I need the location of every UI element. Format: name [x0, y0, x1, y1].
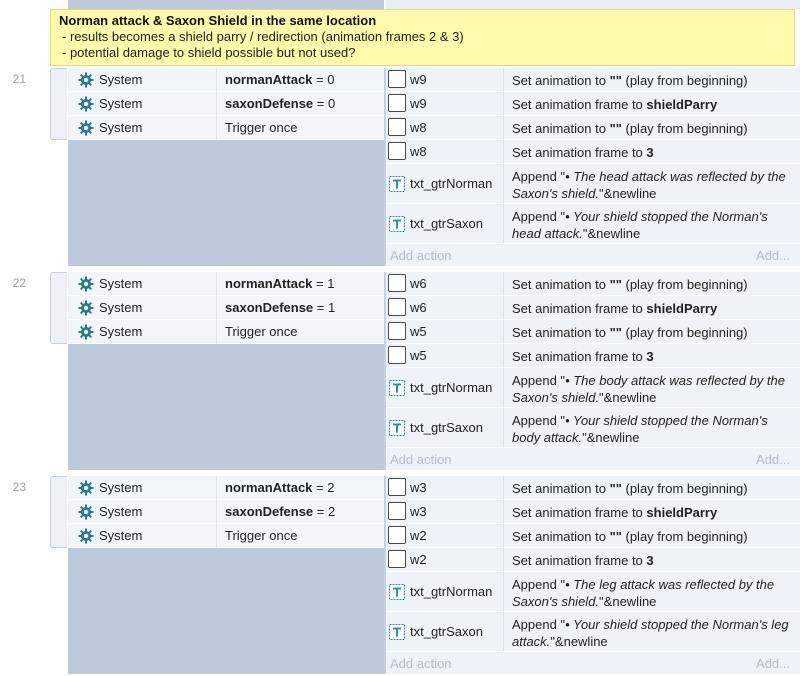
condition-rest: Trigger once — [225, 324, 298, 339]
action-object: w6 — [410, 300, 427, 315]
action-text — [512, 412, 796, 446]
action-text — [512, 324, 796, 341]
action-text — [512, 528, 796, 545]
condition-text — [225, 120, 298, 135]
action-prefix: Set animation to — [512, 121, 610, 136]
action-prefix: Set animation to — [512, 277, 610, 292]
condition-object: System — [99, 504, 143, 519]
action-suffix: "&newline — [599, 186, 657, 201]
action-prefix: Append " — [512, 209, 566, 224]
action-prefix: Append " — [512, 169, 566, 184]
action-object: txt_gtrNorman — [410, 176, 493, 191]
sprite-object-icon — [388, 526, 406, 544]
condition-divider — [216, 92, 217, 116]
event-margin-rail[interactable] — [50, 272, 67, 344]
action-row[interactable] — [386, 116, 800, 140]
action-object-cell[interactable] — [386, 116, 504, 139]
condition-object: System — [99, 120, 143, 135]
action-object: txt_gtrNorman — [410, 380, 493, 395]
previous-event-conditions-tail — [68, 0, 384, 9]
gear-icon — [78, 324, 94, 340]
action-object: w5 — [410, 324, 427, 339]
action-text — [512, 276, 796, 293]
action-suffix: "&newline — [599, 390, 657, 405]
action-object: w6 — [410, 276, 427, 291]
add-more-link[interactable]: Add... — [756, 656, 790, 671]
condition-object: System — [99, 276, 143, 291]
action-prefix: Append " — [512, 413, 566, 428]
action-row[interactable] — [386, 548, 800, 572]
add-action-row — [386, 244, 800, 266]
action-prefix: Append " — [512, 577, 566, 592]
action-suffix: "&newline — [599, 594, 657, 609]
action-prefix: Set animation to — [512, 481, 610, 496]
action-text — [512, 504, 796, 521]
conditions-empty-area — [68, 344, 384, 470]
action-row[interactable] — [386, 408, 800, 448]
condition-row[interactable] — [68, 524, 384, 548]
condition-text — [225, 480, 334, 495]
action-text — [512, 208, 796, 242]
condition-object: System — [99, 96, 143, 111]
action-row[interactable] — [386, 140, 800, 164]
action-object-cell[interactable] — [386, 368, 504, 407]
gear-icon — [78, 480, 94, 496]
conditions-empty-area — [68, 548, 384, 674]
conditions-empty-area — [68, 140, 384, 266]
action-object-cell[interactable] — [386, 204, 504, 243]
condition-rest: = 0 — [313, 96, 336, 111]
event-line-number: 21 — [12, 72, 26, 86]
action-text — [512, 300, 796, 317]
action-italic-text: • The leg attack was reflected by the Saxon's shield. — [512, 577, 775, 609]
event-block[interactable] — [0, 476, 800, 674]
action-object-cell[interactable] — [386, 476, 504, 499]
action-prefix: Set animation frame to — [512, 97, 647, 112]
action-object-cell[interactable] — [386, 612, 504, 651]
condition-object: System — [99, 324, 143, 339]
action-object-cell[interactable] — [386, 572, 504, 611]
gear-icon — [78, 300, 94, 316]
event-line-number: 23 — [12, 480, 26, 494]
action-object: txt_gtrSaxon — [410, 420, 483, 435]
action-object: w8 — [410, 144, 427, 159]
action-suffix: (play from beginning) — [621, 277, 748, 292]
action-suffix: "&newline — [582, 430, 640, 445]
action-row[interactable] — [386, 92, 800, 116]
variable-name: normanAttack — [225, 276, 313, 291]
action-bold-value: "" — [609, 481, 622, 496]
gear-icon — [78, 72, 94, 88]
gear-icon — [78, 276, 94, 292]
condition-object: System — [99, 480, 143, 495]
action-row[interactable] — [386, 524, 800, 548]
text-object-icon — [389, 420, 405, 436]
action-row[interactable] — [386, 272, 800, 296]
action-object-cell[interactable] — [386, 296, 504, 319]
condition-divider — [216, 476, 217, 500]
action-object-cell[interactable] — [386, 524, 504, 547]
action-text — [512, 96, 796, 113]
gear-icon — [78, 96, 94, 112]
sprite-object-icon — [388, 346, 406, 364]
condition-rest: = 1 — [313, 300, 336, 315]
action-text — [512, 72, 796, 89]
action-prefix: Set animation frame to — [512, 301, 647, 316]
sprite-object-icon — [388, 118, 406, 136]
conditions-column — [68, 476, 384, 674]
action-italic-text: • Your shield stopped the Norman's head attack. — [512, 209, 768, 241]
event-block[interactable] — [0, 272, 800, 470]
action-object: w2 — [410, 528, 427, 543]
condition-text — [225, 528, 298, 543]
gear-icon — [78, 120, 94, 136]
event-line-number: 22 — [12, 276, 26, 290]
action-italic-text: • The body attack was reflected by the Saxon's shield. — [512, 373, 785, 405]
action-bold-value: "" — [609, 121, 622, 136]
condition-row[interactable] — [68, 92, 384, 116]
action-suffix: "&newline — [550, 634, 608, 649]
condition-object: System — [99, 528, 143, 543]
action-object-cell[interactable] — [386, 164, 504, 203]
event-margin-rail[interactable] — [50, 68, 67, 140]
action-prefix: Set animation frame to — [512, 349, 647, 364]
action-row[interactable] — [386, 164, 800, 204]
comment-line: - results becomes a shield parry / redirection (animation frames 2 & 3) — [62, 29, 464, 44]
condition-object: System — [99, 300, 143, 315]
event-comment[interactable] — [50, 9, 795, 66]
action-text — [512, 480, 796, 497]
sprite-object-icon — [388, 70, 406, 88]
event-margin-rail[interactable] — [50, 476, 67, 548]
comment-line: - potential damage to shield possible but not used? — [62, 45, 356, 60]
actions-column — [386, 272, 800, 470]
condition-divider — [216, 272, 217, 296]
previous-event-actions-tail — [386, 0, 800, 9]
action-text — [512, 120, 796, 137]
condition-divider — [216, 296, 217, 320]
action-italic-text: • Your shield stopped the Norman's leg attack. — [512, 617, 789, 649]
text-object-icon — [389, 176, 405, 192]
action-text — [512, 348, 796, 365]
action-text — [512, 144, 796, 161]
action-object-cell[interactable] — [386, 68, 504, 91]
action-bold-value: 3 — [646, 553, 654, 568]
action-object-cell[interactable] — [386, 408, 504, 447]
condition-divider — [216, 68, 217, 92]
action-object-cell[interactable] — [386, 344, 504, 367]
condition-row[interactable] — [68, 296, 384, 320]
action-object: w3 — [410, 504, 427, 519]
action-object: w2 — [410, 552, 427, 567]
sprite-object-icon — [388, 550, 406, 568]
text-object-icon — [389, 216, 405, 232]
condition-text — [225, 300, 335, 315]
action-object-cell[interactable] — [386, 320, 504, 343]
action-prefix: Set animation frame to — [512, 553, 647, 568]
text-object-icon — [389, 624, 405, 640]
variable-name: saxonDefense — [225, 300, 314, 315]
action-italic-text: • Your shield stopped the Norman's body attack. — [512, 413, 768, 445]
add-more-link[interactable]: Add... — [756, 452, 790, 467]
action-prefix: Set animation to — [512, 73, 610, 88]
variable-name: saxonDefense — [225, 96, 314, 111]
gear-icon — [78, 504, 94, 520]
condition-divider — [216, 524, 217, 548]
add-action-row — [386, 652, 800, 674]
action-row[interactable] — [386, 500, 800, 524]
add-action-link[interactable]: Add action — [390, 248, 452, 263]
add-more-link[interactable]: Add... — [756, 248, 790, 263]
conditions-column — [68, 68, 384, 266]
sprite-object-icon — [388, 502, 406, 520]
variable-name: normanAttack — [225, 480, 313, 495]
action-row[interactable] — [386, 204, 800, 244]
condition-row[interactable] — [68, 500, 384, 524]
action-object-cell[interactable] — [386, 272, 504, 295]
action-bold-value: shieldParry — [646, 301, 718, 316]
action-bold-value: 3 — [646, 349, 654, 364]
action-row[interactable] — [386, 68, 800, 92]
variable-name: normanAttack — [225, 72, 313, 87]
condition-row[interactable] — [68, 116, 384, 140]
action-prefix: Set animation to — [512, 529, 610, 544]
action-bold-value: 3 — [646, 145, 654, 160]
action-bold-value: "" — [609, 277, 622, 292]
condition-text — [225, 276, 334, 291]
action-suffix: (play from beginning) — [621, 529, 748, 544]
action-text — [512, 168, 796, 202]
add-action-row — [386, 448, 800, 470]
condition-row[interactable] — [68, 476, 384, 500]
action-suffix: (play from beginning) — [621, 325, 748, 340]
action-object: w8 — [410, 120, 427, 135]
variable-name: saxonDefense — [225, 504, 314, 519]
action-italic-text: • The head attack was reflected by the Saxon's shield. — [512, 169, 786, 201]
conditions-column — [68, 272, 384, 470]
text-object-icon — [389, 584, 405, 600]
condition-text — [225, 324, 298, 339]
action-bold-value: "" — [609, 529, 622, 544]
condition-divider — [216, 116, 217, 140]
action-row[interactable] — [386, 368, 800, 408]
action-bold-value: shieldParry — [646, 97, 718, 112]
action-object-cell[interactable] — [386, 92, 504, 115]
add-action-link[interactable]: Add action — [390, 656, 452, 671]
action-suffix: (play from beginning) — [621, 121, 748, 136]
action-text — [512, 372, 796, 406]
condition-text — [225, 504, 335, 519]
action-bold-value: "" — [609, 325, 622, 340]
sprite-object-icon — [388, 274, 406, 292]
event-block[interactable] — [0, 68, 800, 266]
condition-rest: = 2 — [312, 480, 335, 495]
condition-rest: Trigger once — [225, 120, 298, 135]
comment-title: Norman attack & Saxon Shield in the same location — [59, 13, 377, 28]
condition-row[interactable] — [68, 320, 384, 344]
action-prefix: Append " — [512, 617, 566, 632]
condition-divider — [216, 500, 217, 524]
condition-row[interactable] — [68, 68, 384, 92]
action-prefix: Set animation to — [512, 325, 610, 340]
action-text — [512, 576, 796, 610]
sprite-object-icon — [388, 94, 406, 112]
condition-rest: Trigger once — [225, 528, 298, 543]
sprite-object-icon — [388, 322, 406, 340]
condition-rest: = 1 — [312, 276, 335, 291]
sprite-object-icon — [388, 298, 406, 316]
action-suffix: "&newline — [582, 226, 641, 241]
action-text — [512, 552, 796, 569]
action-row[interactable] — [386, 320, 800, 344]
action-object-cell[interactable] — [386, 548, 504, 571]
action-prefix: Set animation frame to — [512, 145, 647, 160]
action-bold-value: "" — [609, 73, 622, 88]
condition-text — [225, 96, 335, 111]
action-object: w9 — [410, 96, 427, 111]
text-object-icon — [389, 380, 405, 396]
action-object: txt_gtrSaxon — [410, 624, 483, 639]
action-row[interactable] — [386, 296, 800, 320]
action-row[interactable] — [386, 612, 800, 652]
actions-column — [386, 476, 800, 674]
condition-text — [225, 72, 334, 87]
action-prefix: Set animation frame to — [512, 505, 647, 520]
action-object-cell[interactable] — [386, 140, 504, 163]
action-object: txt_gtrSaxon — [410, 216, 483, 231]
actions-column — [386, 68, 800, 266]
action-row[interactable] — [386, 476, 800, 500]
action-row[interactable] — [386, 572, 800, 612]
sprite-object-icon — [388, 478, 406, 496]
condition-object: System — [99, 72, 143, 87]
condition-rest: = 0 — [312, 72, 335, 87]
gear-icon — [78, 528, 94, 544]
action-suffix: (play from beginning) — [621, 481, 748, 496]
action-prefix: Append " — [512, 373, 566, 388]
action-object: txt_gtrNorman — [410, 584, 493, 599]
action-object-cell[interactable] — [386, 500, 504, 523]
action-suffix: (play from beginning) — [621, 73, 748, 88]
action-object: w9 — [410, 72, 427, 87]
action-text — [512, 616, 796, 650]
condition-divider — [216, 320, 217, 344]
condition-row[interactable] — [68, 272, 384, 296]
action-object: w5 — [410, 348, 427, 363]
action-row[interactable] — [386, 344, 800, 368]
action-bold-value: shieldParry — [646, 505, 718, 520]
condition-rest: = 2 — [313, 504, 336, 519]
add-action-link[interactable]: Add action — [390, 452, 452, 467]
action-object: w3 — [410, 480, 427, 495]
sprite-object-icon — [388, 142, 406, 160]
